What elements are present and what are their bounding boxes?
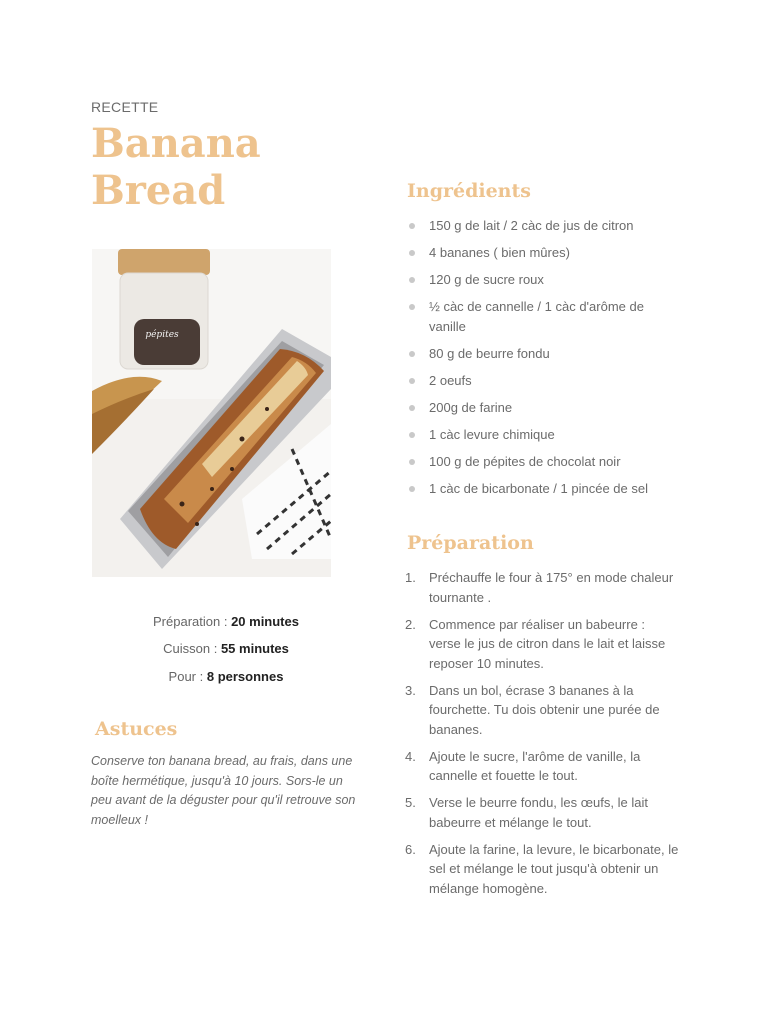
step-number: 4. [405,748,416,764]
servings-label: Pour : [168,669,204,684]
prep-time-label: Préparation : [153,614,228,629]
recipe-title-line-1: Banana [91,120,261,167]
step-number: 6. [405,841,416,857]
step-number: 2. [405,616,416,632]
tips-heading: Astuces [95,718,178,740]
step-number: 3. [405,682,416,698]
recipe-title-line-2: Bread [91,167,226,214]
preparation-heading: Préparation [407,532,534,554]
ingredients-list [408,216,680,506]
ingredients-heading: Ingrédients [407,180,531,202]
list-item: 80 g de beurre fondu [408,344,680,364]
list-item: 120 g de sucre roux [408,270,680,290]
step-item [405,615,680,674]
step-text: Commence par réaliser un babeurre : verse le jus de citron dans le lait et laisse reposer 10 minutes. [429,616,666,671]
step-text: Ajoute la farine, la levure, le bicarbonate, le sel et mélange le tout jusqu'à obtenir un mélange homogène. [429,841,679,896]
recipe-kicker: RECETTE [91,99,159,115]
list-item: 100 g de pépites de chocolat noir [408,452,680,472]
step-text: Dans un bol, écrase 3 bananes à la fourchette. Tu dois obtenir une purée de bananes. [429,682,660,737]
banana-bread-photo [92,249,331,577]
recipe-title [91,120,261,214]
cook-time-value: 55 minutes [220,641,289,656]
svg-text:pépites: pépites [145,330,179,340]
cook-time [92,641,360,656]
step-item [405,681,680,740]
list-item: 2 oeufs [408,371,680,391]
list-item: 1 càc de bicarbonate / 1 pincée de sel [408,479,680,499]
list-item: 1 càc levure chimique [408,425,680,445]
list-item: 200g de farine [408,398,680,418]
cook-time-label: Cuisson : [163,641,218,656]
tips-text: Conserve ton banana bread, au frais, dans une boîte hermétique, jusqu'à 10 jours. Sors-le un peu avant de la déguster pour qu'il retrouve son moelleux ! [91,754,356,827]
step-text: Ajoute le sucre, l'arôme de vanille, la cannelle et fouette le tout. [429,748,641,783]
servings-value: 8 personnes [206,669,284,684]
step-item [405,568,680,607]
step-item [405,793,680,832]
step-number: 1. [405,570,416,585]
list-item: ½ càc de cannelle / 1 càc d'arôme de vanille [408,297,680,336]
step-text: Verse le beurre fondu, les œufs, le lait babeurre et mélange le tout. [429,795,648,830]
list-item: 150 g de lait / 2 càc de jus de citron [408,216,680,236]
list-item: 4 bananes ( bien mûres) [408,243,680,263]
step-item [405,747,680,786]
step-item [405,840,680,899]
prep-time-value: 20 minutes [231,614,299,629]
prep-time [92,614,360,629]
step-number: 5. [405,795,416,810]
step-text: Préchauffe le four à 175° en mode chaleur tournante . [429,570,674,605]
servings [92,669,360,684]
preparation-steps [405,568,680,906]
banana-bread-loaf-photo-icon [92,249,331,577]
